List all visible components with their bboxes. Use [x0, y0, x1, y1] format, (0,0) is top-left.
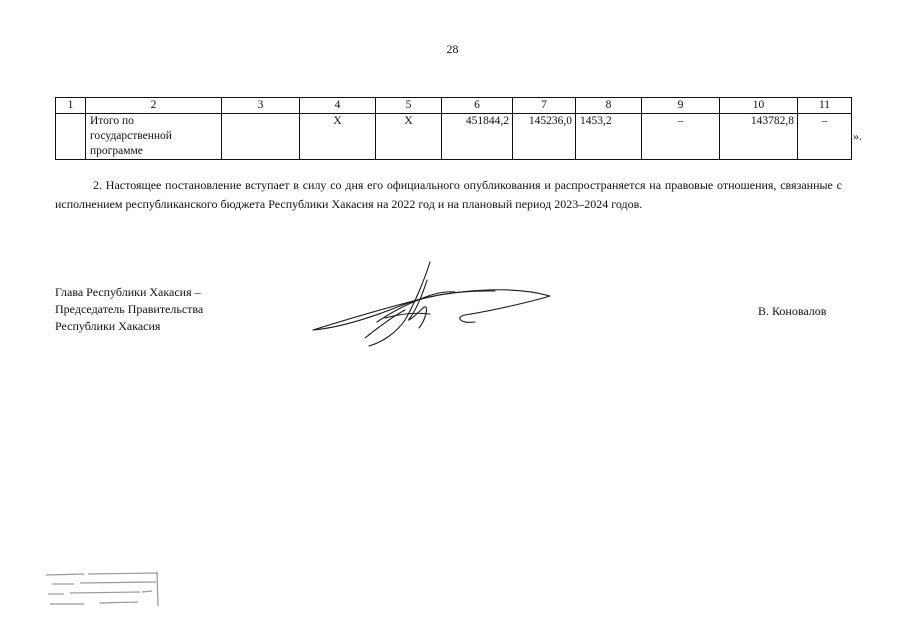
signer-title-line: Глава Республики Хакасия –	[55, 285, 201, 299]
cell-col-6: 451844,2	[442, 114, 513, 160]
column-header: 10	[720, 98, 798, 114]
closing-quote-mark: ».	[853, 129, 862, 143]
cell-col-4: X	[300, 114, 376, 160]
column-header: 7	[513, 98, 576, 114]
cell-col-5: X	[376, 114, 442, 160]
cell-row-number	[56, 114, 86, 160]
page-number: 28	[446, 42, 459, 56]
budget-table	[55, 97, 852, 160]
column-header: 8	[576, 98, 642, 114]
cell-col-11: –	[798, 114, 852, 160]
cell-col-10: 143782,8	[720, 114, 798, 160]
total-label-line: программе	[90, 145, 143, 157]
effective-date-paragraph: 2. Настоящее постановление вступает в силу со дня его официального опубликования и распространяется на правовые отношения, связанные с исполнением республиканского бюджета Республики Хакасия на 2022 год и на плановый период 2023–2024 годов.	[55, 178, 842, 211]
signer-title-line: Республики Хакасия	[55, 319, 161, 333]
handwritten-signature	[305, 258, 565, 353]
cell-total-label	[86, 114, 222, 160]
column-header: 9	[642, 98, 720, 114]
column-header: 11	[798, 98, 852, 114]
total-label-line: государственной	[90, 130, 172, 142]
signer-title-line: Председатель Правительства	[55, 302, 204, 316]
total-label-line: Итого по	[90, 115, 134, 127]
column-header: 6	[442, 98, 513, 114]
registration-stamp	[44, 570, 164, 612]
signer-name: В. Коновалов	[758, 304, 827, 318]
column-header: 1	[56, 98, 86, 114]
cell-col-3	[222, 114, 300, 160]
cell-col-7: 145236,0	[513, 114, 576, 160]
signer-title	[55, 284, 203, 335]
table-header-row	[56, 98, 852, 114]
cell-col-9: –	[642, 114, 720, 160]
column-header: 5	[376, 98, 442, 114]
column-header: 3	[222, 98, 300, 114]
column-header: 2	[86, 98, 222, 114]
cell-col-8: 1453,2	[576, 114, 642, 160]
table-row-total	[56, 114, 852, 160]
column-header: 4	[300, 98, 376, 114]
